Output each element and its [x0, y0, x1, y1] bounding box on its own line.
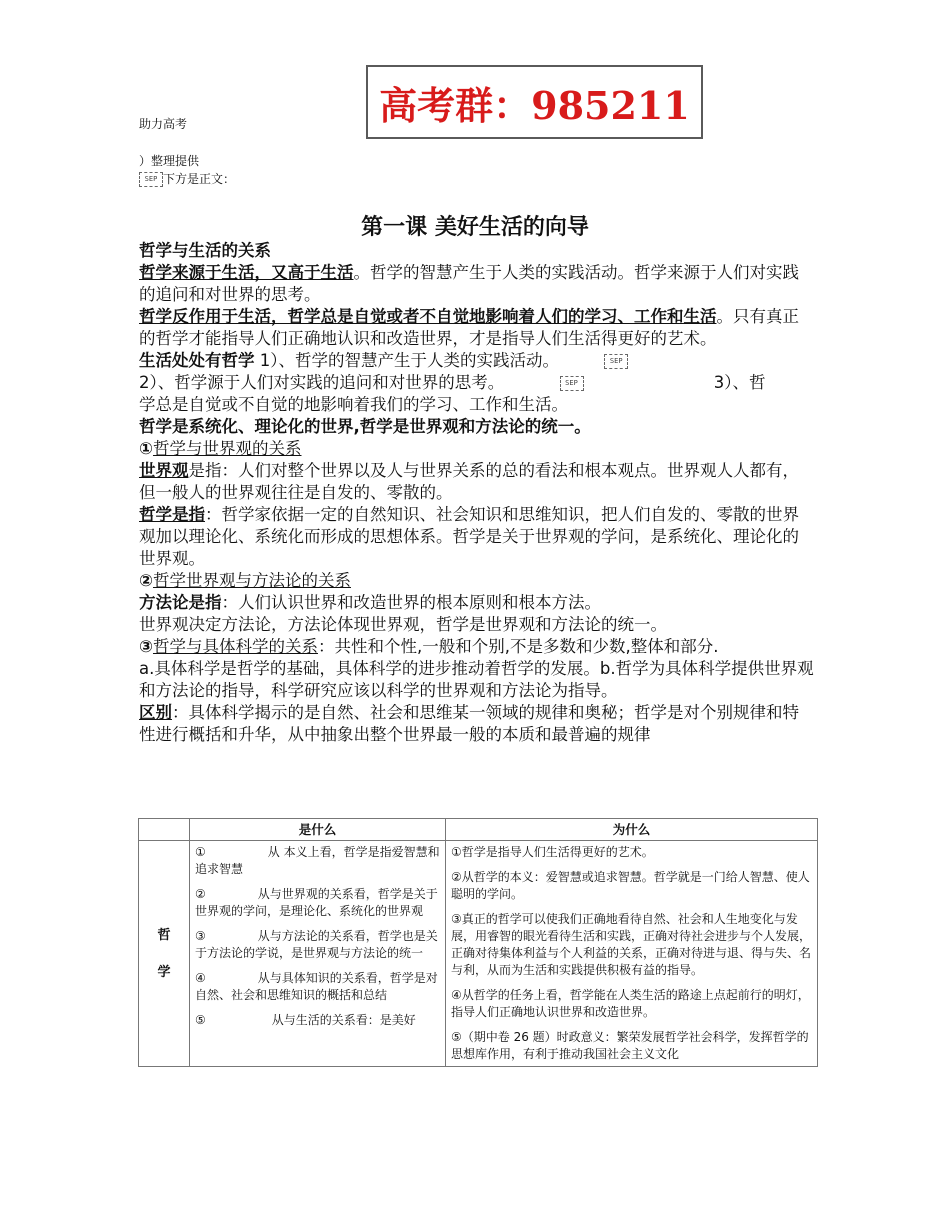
- paragraph-1: [139, 262, 814, 306]
- what-item-3: [195, 928, 440, 962]
- why-item-5: ⑤（期中卷 26 题）时政意义：繁荣发展哲学社会科学，发挥哲学的思想库作用，有利于推动我国社会主义文化: [451, 1030, 809, 1061]
- what-text-3: 从与方法论的关系看，哲学也是关于方法论的学说，是世界观与方法论的统一: [195, 929, 438, 960]
- paragraph-9: a.具体科学是哲学的基础，具体科学的进步推动着哲学的发展。b.哲学为具体科学提供世界观和方法论的指导，科学研究应该以科学的世界观和方法论为指导。: [139, 659, 814, 700]
- p3-item-3a: 3）、哲: [713, 373, 766, 392]
- sep-marker-icon: SEP: [560, 376, 584, 391]
- s3-title: 哲学与具体科学的关系: [152, 637, 318, 656]
- table-header-why: 为什么: [446, 819, 818, 841]
- paragraph-4: 哲学是系统化、理论化的世界,哲学是世界观和方法论的统一。: [139, 417, 591, 436]
- p5-bold: 世界观: [139, 461, 189, 480]
- philosophy-table: [138, 818, 818, 1067]
- p1-bold: 哲学来源于生活，又高于生活: [139, 263, 354, 282]
- intro-text: 下方是正文：: [163, 172, 236, 186]
- p10-bold: 区别: [139, 703, 172, 722]
- s3-rest: ：共性和个性,一般和个别,不是多数和少数,整体和部分.: [317, 637, 719, 656]
- row-label-char-1: 哲: [157, 927, 171, 943]
- p3-bold: 生活处处有哲学: [139, 351, 255, 370]
- s1-num: ①: [139, 439, 153, 458]
- body-text: [139, 240, 814, 746]
- what-num-3: ③: [195, 929, 206, 943]
- what-text-5: 从与生活的关系看：是美好: [271, 1013, 416, 1027]
- what-num-4: ④: [195, 971, 206, 985]
- row-label-char-2: 学: [157, 964, 171, 980]
- subsection-3: [139, 636, 814, 658]
- page-title: 第一课 美好生活的向导: [361, 214, 589, 240]
- section-heading: 哲学与生活的关系: [139, 241, 271, 260]
- intro-line: [139, 171, 235, 187]
- p3-item-1: 1）、哲学的智慧产生于人类的实践活动。: [259, 351, 559, 370]
- p1-rest: 。哲学的智慧产生于人类的实践活动。哲学来源于人们对实践的追问和对世界的思考。: [139, 263, 799, 304]
- table-header-what: 是什么: [190, 819, 446, 841]
- table-what-cell: [190, 841, 446, 1067]
- what-item-2: [195, 886, 440, 920]
- paragraph-8: 世界观决定方法论，方法论体现世界观，哲学是世界观和方法论的统一。: [139, 615, 667, 634]
- table-corner-cell: [139, 819, 190, 841]
- p2-rest: 。只有真正的哲学才能指导人们正确地认识和改造世界，才是指导人们生活得更好的艺术。: [139, 307, 799, 348]
- table-header-row: [139, 819, 818, 841]
- why-item-4: ④从哲学的任务上看，哲学能在人类生活的路途上点起前行的明灯，指导人们正确地认识世界和改造世界。: [451, 988, 810, 1019]
- s2-num: ②: [139, 571, 153, 590]
- s2-title: 哲学世界观与方法论的关系: [152, 571, 351, 590]
- table-why-cell: [446, 841, 818, 1067]
- s3-num: ③: [139, 637, 153, 656]
- p7-rest: ：人们认识世界和改造世界的根本原则和根本方法。: [221, 593, 601, 612]
- what-item-5: [195, 1012, 440, 1029]
- p5-rest: 是指：人们对整个世界以及人与世界关系的总的看法和根本观点。世界观人人都有，但一般人的世界观往往是自发的、零散的。: [139, 461, 799, 502]
- paragraph-2: [139, 306, 814, 350]
- table-row: [139, 841, 818, 1067]
- why-item-1: ①哲学是指导人们生活得更好的艺术。: [451, 845, 654, 859]
- paragraph-10: [139, 702, 814, 746]
- paragraph-6: [139, 504, 814, 570]
- p10-rest: ：具体科学揭示的是自然、社会和思维某一领域的规律和奥秘；哲学是对个别规律和特性进行概括和升华，从中抽象出整个世界最一般的本质和最普遍的规律: [139, 703, 799, 744]
- s1-title: 哲学与世界观的关系: [152, 439, 302, 458]
- sep-marker-icon: SEP: [139, 172, 163, 187]
- p2-bold: 哲学反作用于生活，哲学总是自觉或者不自觉地影响着人们的学习、工作和生活: [139, 307, 717, 326]
- subsection-1: [139, 438, 814, 460]
- what-num-2: ②: [195, 887, 206, 901]
- what-text-1: 本义上看，哲学是指爱智慧和追求智慧: [195, 845, 440, 876]
- what-num-5: ⑤: [195, 1013, 206, 1027]
- why-item-2: ②从哲学的本义：爱智慧或追求智慧。哲学就是一门给人智慧、使人聪明的学问。: [451, 870, 810, 901]
- provider-text: ）整理提供: [139, 154, 200, 168]
- subsection-2: [139, 570, 814, 592]
- why-item-3: ③真正的哲学可以使我们正确地看待自然、社会和人生地变化与发展，用睿智的眼光看待生活和实践，正确对待社会进步与个人发展，正确对待集体利益与个人利益的关系，正确对待进与退、得与失、名与利，从而为生活和实践提供积极有益的指导。: [451, 912, 812, 977]
- group-banner-text: 高考群：985211: [379, 82, 690, 128]
- p7-bold: 方法论是指: [139, 593, 222, 612]
- p3-item-2: 2）、哲学源于人们对实践的追问和对世界的思考。: [139, 373, 505, 392]
- paragraph-5: [139, 460, 814, 504]
- what-num-1: ①: [195, 845, 206, 859]
- paragraph-7: [139, 592, 814, 614]
- what-text-4: 从与具体知识的关系看，哲学是对自然、社会和思维知识的概括和总结: [195, 971, 438, 1002]
- table-row-label: [139, 841, 190, 1067]
- group-banner: [366, 65, 703, 139]
- paragraph-3: [139, 350, 814, 416]
- p6-bold: 哲学是指: [139, 505, 205, 524]
- what-lead-1: 从: [267, 845, 280, 859]
- what-item-4: [195, 970, 440, 1004]
- sep-marker-icon: SEP: [604, 354, 628, 369]
- header-left-text: 助力高考: [139, 117, 188, 131]
- p3-item-3b: 学总是自觉或不自觉的地影响着我们的学习、工作和生活。: [139, 395, 568, 414]
- p6-rest: ：哲学家依据一定的自然知识、社会知识和思维知识，把人们自发的、零散的世界观加以理论化、系统化而形成的思想体系。哲学是关于世界观的学问，是系统化、理论化的世界观。: [139, 505, 799, 568]
- what-item-1: [195, 844, 440, 878]
- what-text-2: 从与世界观的关系看，哲学是关于世界观的学问，是理论化、系统化的世界观: [195, 887, 438, 918]
